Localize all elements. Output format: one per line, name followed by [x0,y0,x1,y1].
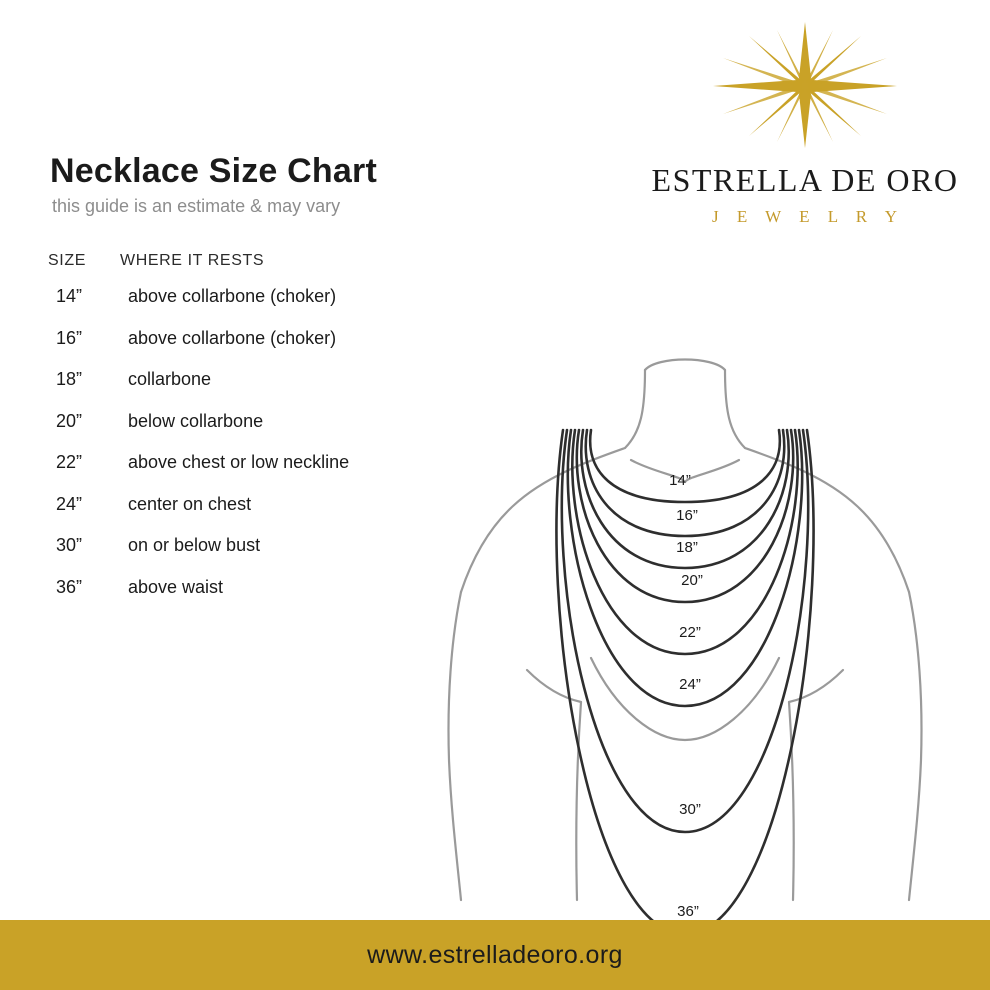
cell-size: 22” [56,452,83,472]
cell-size: 24” [56,493,83,514]
table-row [48,286,468,328]
cell-rests: above chest or low neckline [128,452,350,472]
page-title: Necklace Size Chart [50,152,377,190]
cell-size: 18” [56,369,83,389]
chain-14 [590,430,780,502]
brand-name: ESTRELLA DE ORO [651,162,959,198]
chain-label: 20” [681,572,703,589]
cell-size: 14” [56,286,83,306]
column-header-size: SIZE [48,252,86,269]
chain-label: 14” [669,472,691,489]
chain-label: 18” [676,539,698,556]
cell-size: 20” [56,410,83,431]
website-url[interactable]: www.estrelladeoro.org [367,940,623,969]
cell-size: 36” [56,576,83,597]
cell-size: 16” [56,327,83,348]
chain-label: 22” [679,624,701,641]
cell-rests: above waist [128,576,224,597]
cell-rests: above collarbone (choker) [128,327,337,348]
column-header-rests: WHERE IT RESTS [120,252,265,269]
page-subtitle: this guide is an estimate & may vary [52,196,341,216]
cell-rests: above collarbone (choker) [128,286,337,306]
brand-subtitle: J E W E L R Y [711,207,905,226]
chain-label: 36” [677,903,699,920]
chain-label: 16” [676,507,698,524]
cell-size: 30” [56,535,83,555]
table-header-row [48,252,468,286]
chain-label: 30” [679,801,701,818]
chain-labels [669,472,703,920]
footer-bar [0,920,990,990]
necklace-length-illustration [395,340,975,930]
cell-rests: on or below bust [128,535,261,555]
cell-rests: below collarbone [128,410,264,431]
chain-label: 24” [679,676,701,693]
starburst-icon [705,20,905,150]
cell-rests: collarbone [128,369,212,389]
cell-rests: center on chest [128,493,252,514]
brand-block [640,20,970,227]
